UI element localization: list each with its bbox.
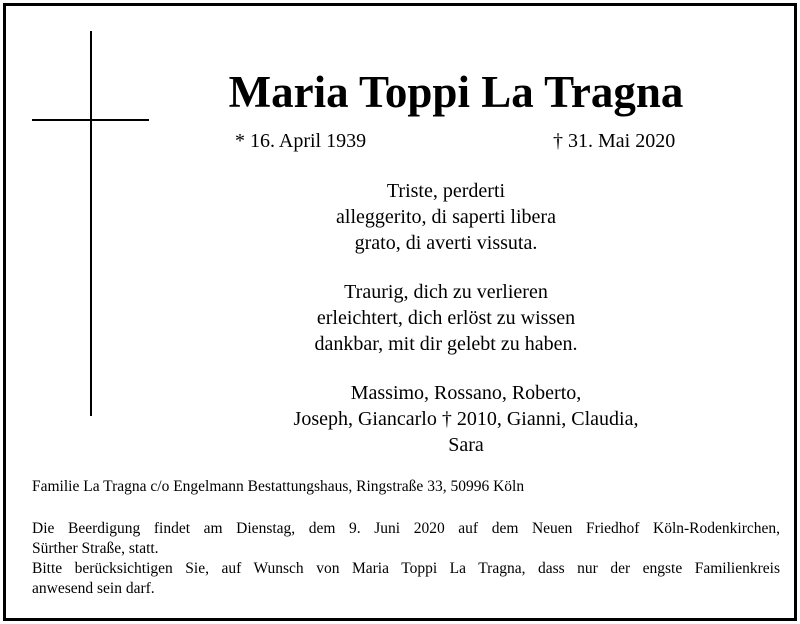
cross-horizontal-bar xyxy=(32,119,149,121)
family-line: Massimo, Rossano, Roberto, xyxy=(350,382,582,404)
verse-line: erleichtert, dich erlöst zu wissen xyxy=(316,307,576,329)
verse-italian xyxy=(246,178,646,256)
request-line: anwesend sein darf. xyxy=(32,580,155,597)
verse-line: Traurig, dich zu verlieren xyxy=(344,281,548,303)
cross-vertical-bar xyxy=(90,31,92,416)
funeral-line: Die Beerdigung findet am Dienstag, dem 9. Juni 2020 auf dem Neuen Friedhof Köln-Rodenkirchen, xyxy=(32,520,780,537)
family-members xyxy=(246,380,686,458)
funeral-notice xyxy=(32,519,780,599)
verse-line: Triste, perderti xyxy=(386,180,506,202)
family-line: Sara xyxy=(448,434,484,456)
family-line: Joseph, Giancarlo † 2010, Gianni, Claudia, xyxy=(293,408,639,430)
verse-line: dankbar, mit dir gelebt zu haben. xyxy=(314,333,578,355)
funeral-line: Sürther Straße, statt. xyxy=(32,540,159,557)
request-line: Bitte berücksichtigen Sie, auf Wunsch von Maria Toppi La Tragna, dass nur der engste Familienkreis xyxy=(32,560,780,577)
birth-date: * 16. April 1939 xyxy=(235,130,367,152)
contact-address: Familie La Tragna c/o Engelmann Bestattungshaus, Ringstraße 33, 50996 Köln xyxy=(32,478,525,495)
verse-line: grato, di averti vissuta. xyxy=(354,232,538,254)
verse-line: alleggerito, di saperti libera xyxy=(336,206,556,228)
deceased-name: Maria Toppi La Tragna xyxy=(228,67,684,117)
verse-german xyxy=(246,279,646,357)
obituary-notice xyxy=(3,3,797,621)
death-date: † 31. Mai 2020 xyxy=(553,130,676,152)
